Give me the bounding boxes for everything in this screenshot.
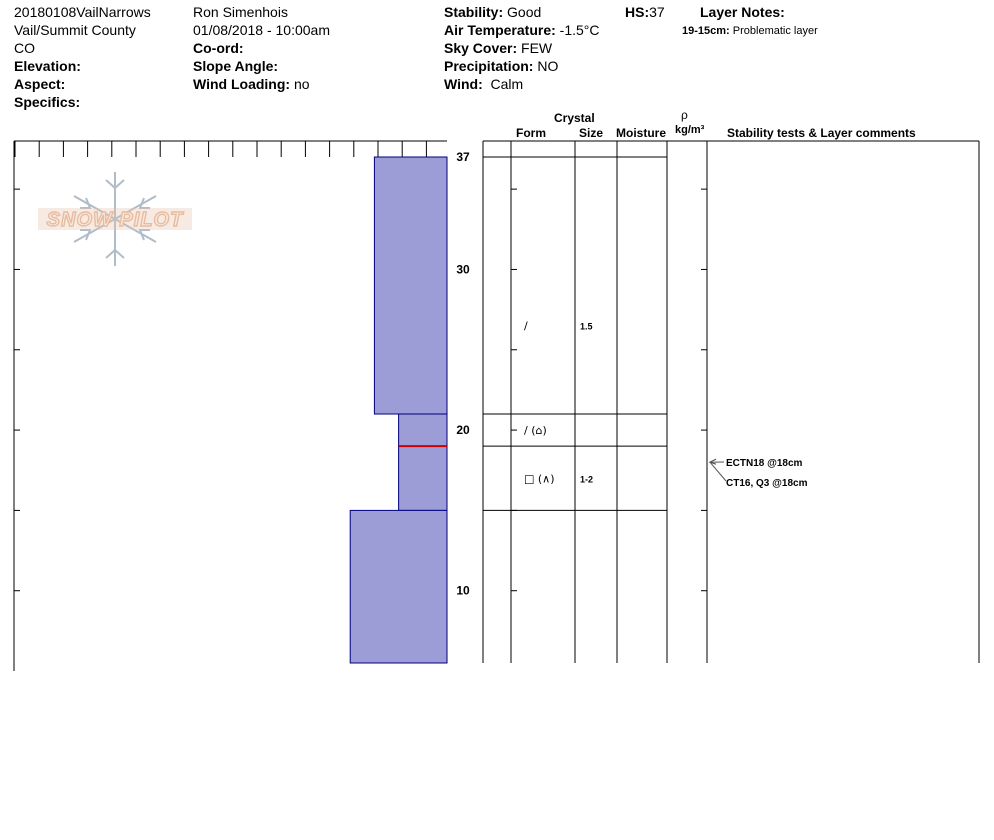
stability-value: Good [507, 4, 542, 20]
stability-test-label: ECTN18 @18cm [726, 458, 803, 469]
depth-axis-labels [456, 150, 470, 598]
layer-note-text: Problematic layer [732, 25, 818, 37]
air-temp-value: -1.5°C [559, 22, 600, 38]
crystal-header: Crystal [554, 111, 595, 125]
hardness-layer [399, 446, 447, 510]
precip-value: NO [537, 58, 559, 74]
hardness-layer [374, 157, 447, 414]
crystal-form: / (⌂) [524, 424, 547, 438]
stability-test-label: CT16, Q3 @18cm [726, 478, 808, 489]
sky-cover-value: FEW [521, 40, 553, 56]
elevation-label: Elevation: [14, 58, 81, 74]
slope-angle-label: Slope Angle: [193, 58, 279, 74]
crystal-form: □ (∧) [524, 472, 555, 486]
crystal-size: 1-2 [580, 474, 594, 485]
precip-label: Precipitation: [444, 58, 534, 74]
density-symbol: ρ [681, 108, 688, 122]
crystal-size: 1.5 [580, 321, 593, 332]
site-name: 20180108VailNarrows [14, 4, 151, 20]
location: Vail/Summit County [14, 22, 136, 38]
crystal-form: / [524, 319, 528, 333]
layer-note-range: 19-15cm: [682, 25, 730, 37]
coord-label: Co-ord: [193, 40, 244, 56]
wind-value: Calm [490, 76, 524, 92]
crystal-cells [524, 320, 593, 486]
depth-label: 20 [456, 423, 470, 438]
size-header: Size [579, 126, 604, 140]
hardness-layers [350, 157, 447, 663]
hs-value: 37 [649, 4, 665, 20]
depth-label: 30 [456, 262, 470, 277]
observation-datetime: 01/08/2018 - 10:00am [193, 22, 330, 38]
aspect-label: Aspect: [14, 76, 66, 92]
sky-cover-label: Sky Cover: [444, 40, 518, 56]
observer-name: Ron Simenhois [193, 4, 288, 20]
wind-loading-label: Wind Loading: [193, 76, 291, 92]
wind-loading-value: no [293, 76, 310, 92]
state: CO [14, 40, 35, 56]
depth-label: 10 [456, 583, 470, 598]
crystal-table [483, 141, 979, 663]
air-temp-label: Air Temperature: [444, 22, 556, 38]
stability-label: Stability: [444, 4, 504, 20]
logo-banner [38, 208, 192, 230]
snow-pilot-logo: SNOW PILOT [46, 209, 184, 231]
specifics-label: Specifics: [14, 94, 81, 110]
moisture-header: Moisture [616, 126, 667, 140]
stability-tests-header: Stability tests & Layer comments [727, 126, 916, 140]
wind-label: Wind: [444, 76, 483, 92]
density-unit: kg/m³ [675, 124, 705, 136]
layer-notes-label: Layer Notes: [700, 4, 785, 20]
depth-label: 37 [456, 150, 470, 164]
hardness-layer [399, 414, 447, 446]
hs-label: HS: [625, 4, 650, 20]
test-pointer [710, 462, 726, 481]
form-header: Form [516, 126, 546, 140]
hardness-layer [350, 510, 447, 663]
stability-tests [710, 458, 808, 489]
